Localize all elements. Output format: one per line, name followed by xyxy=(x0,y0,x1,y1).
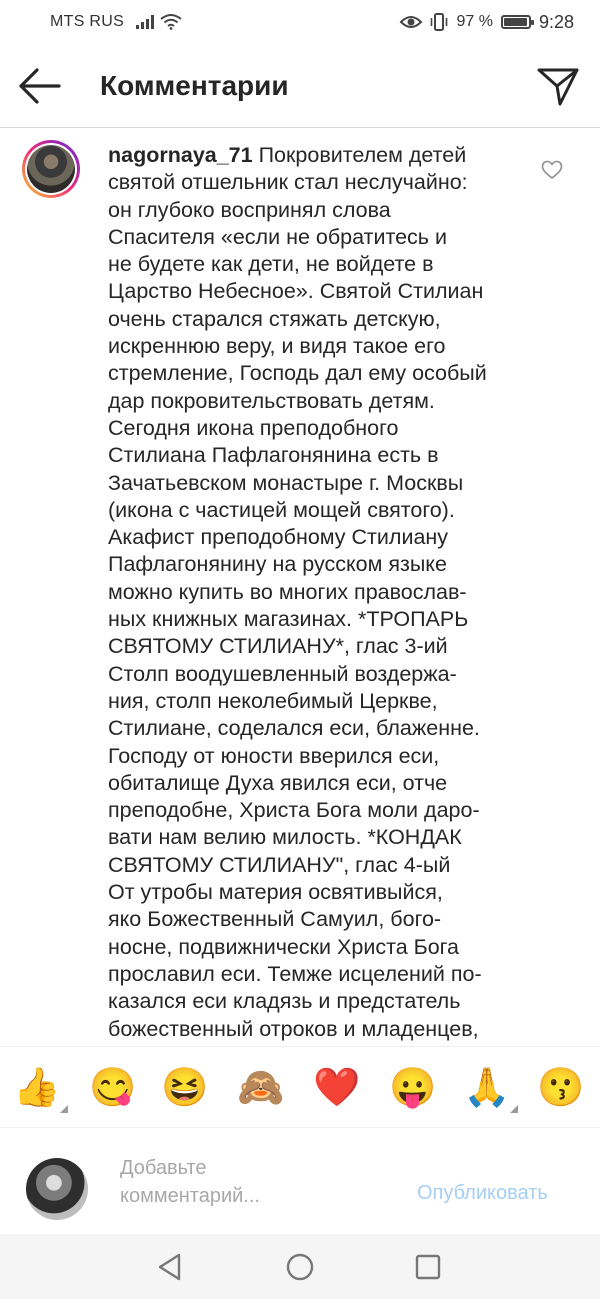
wifi-icon xyxy=(160,14,182,30)
comment-input[interactable]: Добавьте комментарий... xyxy=(120,1157,260,1207)
triangle-back-icon[interactable] xyxy=(155,1252,185,1282)
eye-icon xyxy=(400,14,422,30)
comment-item xyxy=(0,128,600,1046)
heart-outline-icon[interactable] xyxy=(541,160,563,180)
signal-icon xyxy=(136,15,154,29)
emoji-yum[interactable]: 😋 xyxy=(89,1067,137,1109)
emoji-see-no-evil[interactable]: 🙈 xyxy=(237,1067,285,1109)
comment-username[interactable]: nagornaya_71 xyxy=(108,143,253,167)
vibrate-icon xyxy=(430,13,448,31)
emoji-heart[interactable]: ❤️ xyxy=(313,1067,361,1109)
circle-home-icon[interactable] xyxy=(285,1252,315,1282)
comment-text: Покровителем детей святой отшельник стал неслучайно: он глубоко воспринял слова Спасителя «если не обратитесь и не будете как дети, не войдете в Царство Небесное». Святой Стилиан очень старался стяжать детскую, искреннюю веру, и видя такое его стремление, Господь дал ему особый дар покровительствовать детям. Сегодня икона преподобного Стилиана Пафлагонянина есть в Зачатьевском монастыре г. Москвы (икона с частицей мощей святого). Акафист преподобному Стилиану Пафлагонянину на русском языке можно купить во многих православ- ных книжных магазинах. *ТРОПАРЬ СВЯТОМУ СТИЛИАНУ*, глас 3-ий Столп воодушевленный воздержа- ния, столп неколебимый Церкве, Стилиане, соделался еси, блаженне. Господу от юности вверился еси, обиталище Духа явился еси, отче преподобне, Христа Бога моли даро- вати нам велию милость. *КОНДАК СВЯТОМУ СТИЛИАНУ", глас 4-ый От утробы материя освятивыйся, яко Божественный Самуил, бого- носне, подвижнически Христа Бога прославил еси. Темже исцелений по- казался еси кладязь и предстатель божественный отроков и младенцев, xyxy=(108,143,487,1041)
emoji-pray[interactable]: 🙏 xyxy=(463,1067,511,1109)
system-nav-bar xyxy=(0,1234,600,1299)
app-header xyxy=(0,44,600,128)
square-recents-icon[interactable] xyxy=(413,1252,443,1282)
carrier-name: MTS RUS xyxy=(50,13,125,30)
comment-composer xyxy=(0,1128,600,1234)
comment-body xyxy=(108,142,528,1070)
commenter-avatar[interactable] xyxy=(22,140,80,198)
arrow-left-icon[interactable] xyxy=(18,66,62,106)
battery-level xyxy=(504,18,527,26)
status-bar xyxy=(0,0,600,44)
emoji-kissing[interactable]: 😗 xyxy=(537,1067,585,1109)
emoji-tongue[interactable]: 😛 xyxy=(389,1067,437,1109)
battery-percent: 97 % xyxy=(456,13,493,30)
clock: 9:28 xyxy=(538,11,574,32)
emoji-thumbs-up[interactable]: 👍 xyxy=(13,1067,61,1109)
publish-button[interactable]: Опубликовать xyxy=(417,1182,548,1204)
page-title: Комментарии xyxy=(100,70,289,101)
emoji-laughing[interactable]: 😆 xyxy=(161,1067,209,1109)
emoji-bar xyxy=(0,1046,600,1128)
battery-icon xyxy=(501,15,531,29)
my-avatar xyxy=(26,1158,88,1220)
paper-plane-icon[interactable] xyxy=(536,64,580,108)
